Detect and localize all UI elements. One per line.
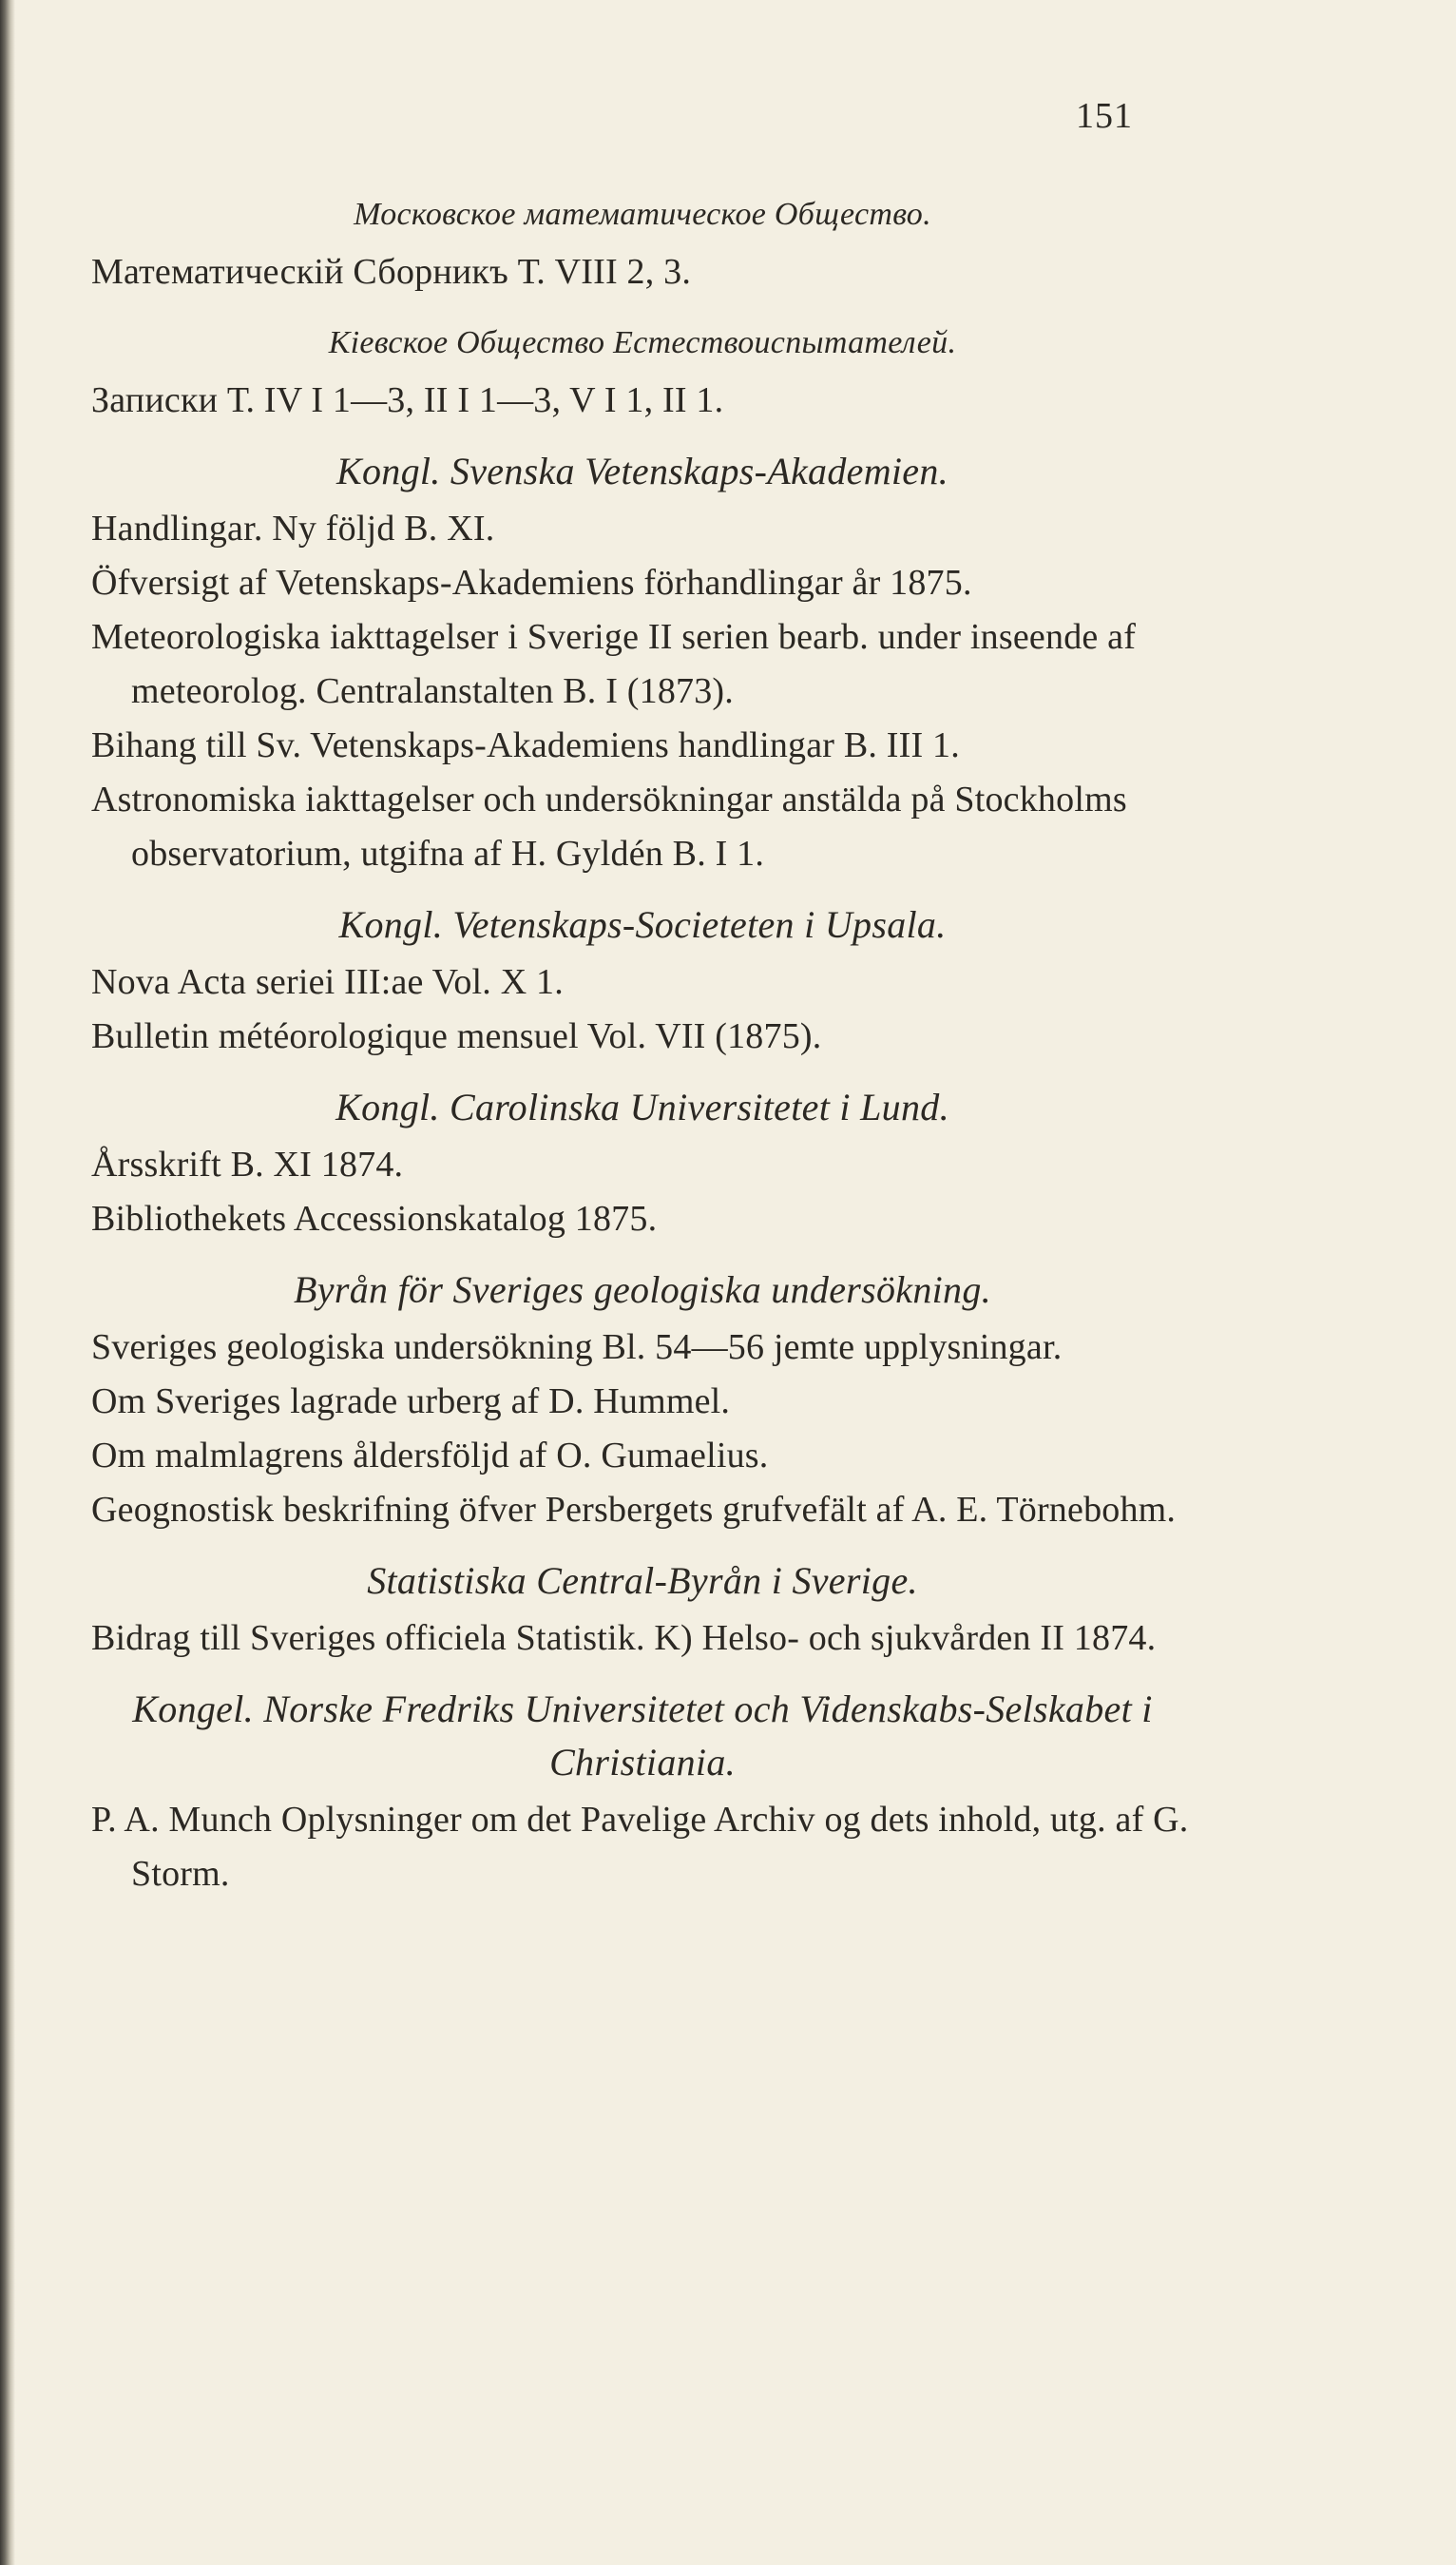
section-heading: Kongl. Carolinska Universitetet i Lund. (335, 1086, 949, 1128)
list-item: Meteorologiska iakttagelser i Sverige II serien bearb. under inseende af meteorolog. Centralanstalten B. I (1873). (91, 617, 1137, 711)
page-number: 151 (1076, 96, 1133, 136)
section-moscow-math-society (91, 188, 1194, 299)
list-item: Öfversigt af Vetenskaps-Akademiens förhandlingar år 1875. (91, 563, 972, 603)
list-item: Om Sveriges lagrade urberg af D. Hummel. (91, 1381, 731, 1421)
section-geological-survey (91, 1263, 1194, 1537)
section-heading: Московское математическое Общество. (354, 197, 931, 232)
section-heading: Kongl. Vetenskaps-Societeten i Upsala. (338, 903, 947, 946)
section-heading: Kongel. Norske Fredriks Universitetet och Videnskabs-Selskabet i Christiania. (132, 1688, 1153, 1784)
list-item: Sveriges geologiska undersökning Bl. 54—56 jemte upplysningar. (91, 1327, 1063, 1367)
section-heading: Byrån för Sveriges geologiska undersökning. (294, 1268, 991, 1311)
section-upsala-society (91, 898, 1194, 1064)
section-heading: Kongl. Svenska Vetenskaps-Akademien. (336, 450, 948, 492)
section-statistics-bureau (91, 1554, 1194, 1666)
section-christiania-university (91, 1683, 1194, 1901)
list-item: Записки Т. IV I 1—3, II I 1—3, V I 1, II 1. (91, 380, 724, 420)
section-heading: Statistiska Central-Byrån i Sverige. (367, 1559, 918, 1602)
publication-list (91, 188, 1194, 1901)
list-item: Astronomiska iakttagelser och undersökningar anstälda på Stockholms observatorium, utgifna af H. Gyldén B. I 1. (91, 780, 1127, 874)
section-kiev-naturalists-society (91, 317, 1194, 428)
section-lund-university (91, 1081, 1194, 1246)
list-item: Årsskrift B. XI 1874. (91, 1145, 404, 1185)
section-heading: Кiевское Общество Естествоиспытателей. (328, 325, 957, 360)
list-item: Om malmlagrens åldersföljd af O. Gumaelius. (91, 1436, 769, 1475)
list-item: Bibliothekets Accessionskatalog 1875. (91, 1199, 658, 1239)
binding-edge (0, 0, 15, 2565)
list-item: Bidrag till Sveriges officiela Statistik. K) Helso- och sjukvården II 1874. (91, 1618, 1157, 1658)
list-item: P. A. Munch Oplysninger om det Pavelige Archiv og dets inhold, utg. af G. Storm. (91, 1800, 1189, 1894)
list-item: Geognostisk beskrifning öfver Persbergets grufvefält af A. E. Törnebohm. (91, 1490, 1177, 1530)
list-item: Handlingar. Ny följd B. XI. (91, 509, 495, 549)
list-item: Математическiй Сборникъ Т. VIII 2, 3. (91, 252, 692, 292)
list-item: Bihang till Sv. Vetenskaps-Akademiens handlingar B. III 1. (91, 725, 960, 765)
section-swedish-academy (91, 445, 1194, 881)
list-item: Bulletin météorologique mensuel Vol. VII (1875). (91, 1016, 822, 1056)
list-item: Nova Acta seriei III:ae Vol. X 1. (91, 962, 564, 1002)
